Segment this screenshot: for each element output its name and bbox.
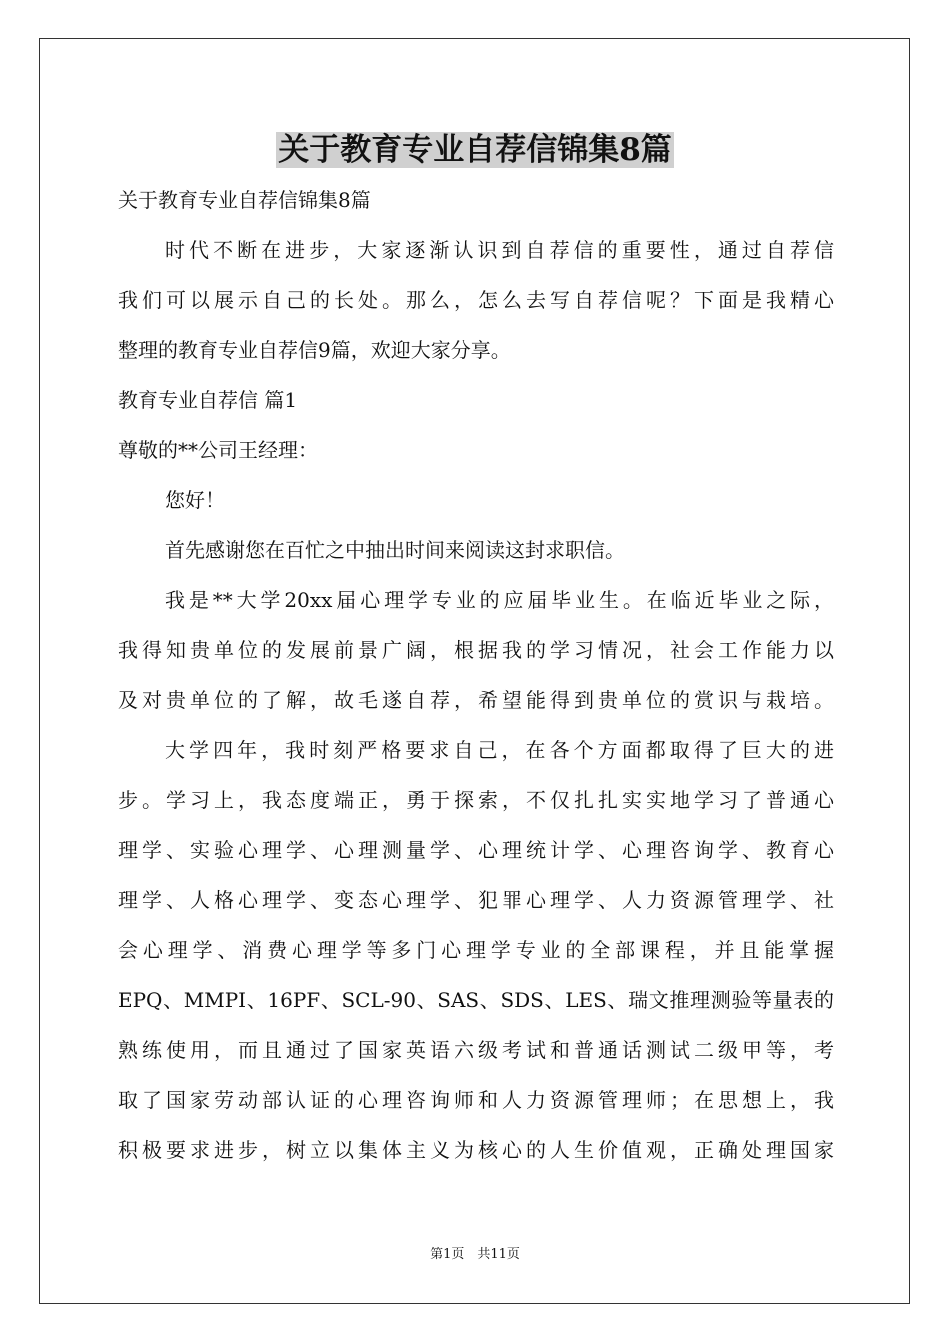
text-line: 尊敬的**公司王经理： [118, 438, 318, 462]
text-line: 时代不断在进步，大家逐渐认识到自荐信的重要性，通过自荐信 [165, 238, 834, 262]
text-line: 取了国家劳动部认证的心理咨询师和人力资源管理师；在思想上，我 [118, 1088, 834, 1112]
text-line: 及对贵单位的了解，故毛遂自荐，希望能得到贵单位的赏识与栽培。 [118, 688, 834, 712]
text-line: 会心理学、消费心理学等多门心理学专业的全部课程，并且能掌握 [118, 938, 834, 962]
text-line: 理学、人格心理学、变态心理学、犯罪心理学、人力资源管理学、社 [118, 888, 834, 912]
text-line: 我们可以展示自己的长处。那么，怎么去写自荐信呢？下面是我精心 [118, 288, 834, 312]
text-line: 教育专业自荐信 篇1 [118, 388, 298, 412]
text-line: 积极要求进步，树立以集体主义为核心的人生价值观，正确处理国家 [118, 1138, 834, 1162]
document-title-text: 关于教育专业自荐信锦集8篇 [278, 132, 672, 168]
text-line: 步。学习上，我态度端正，勇于探索，不仅扎扎实实地学习了普通心 [118, 788, 834, 812]
page-footer: 第1页 共11页 [430, 1247, 520, 1262]
text-line: 关于教育专业自荐信锦集8篇 [118, 188, 371, 212]
text-line: 熟练使用，而且通过了国家英语六级考试和普通话测试二级甲等，考 [118, 1038, 834, 1062]
text-line: 整理的教育专业自荐信9篇，欢迎大家分享。 [118, 338, 511, 362]
text-line: 我得知贵单位的发展前景广阔，根据我的学习情况，社会工作能力以 [118, 638, 834, 662]
document-body [118, 175, 834, 1175]
text-line: 大学四年，我时刻严格要求自己，在各个方面都取得了巨大的进 [165, 738, 834, 762]
text-line: 首先感谢您在百忙之中抽出时间来阅读这封求职信。 [165, 538, 625, 562]
text-line: 您好！ [165, 488, 225, 512]
text-line: 我是**大学20xx届心理学专业的应届毕业生。在临近毕业之际， [165, 588, 834, 612]
text-line: 理学、实验心理学、心理测量学、心理统计学、心理咨询学、教育心 [118, 838, 834, 862]
document-title [0, 128, 950, 172]
text-line: EPQ、MMPI、16PF、SCL-90、SAS、SDS、LES、瑞文推理测验等量表的 [118, 988, 834, 1012]
